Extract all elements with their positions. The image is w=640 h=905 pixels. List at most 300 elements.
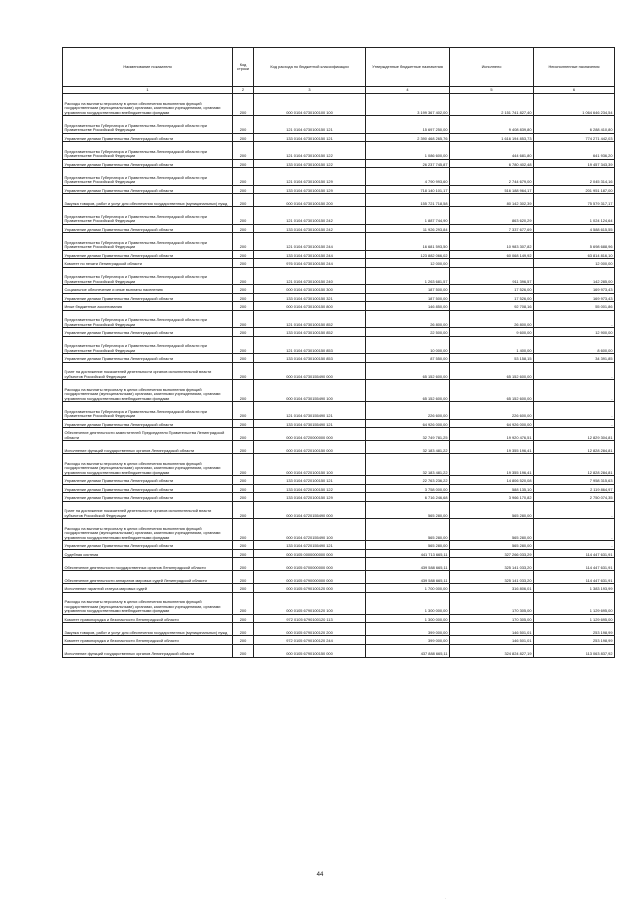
row-unexecuted: 2 045 314,16 (534, 168, 615, 186)
row-name: Управление делами Правительства Ленинградской области (63, 185, 233, 194)
row-budget-code: 976 0104 6730100150 244 (254, 259, 366, 268)
row-name: Обеспечение деятельности аппаратов мировых судей Ленинградской области (63, 571, 233, 584)
row-line-code: 200 (233, 636, 254, 645)
row-unexecuted: 2 750 074,35 (534, 493, 615, 502)
table-row (63, 541, 615, 550)
row-budget-code: 972 0105 6790100120 113 (254, 614, 366, 623)
row-budget-code: 000 0104 6720000000 000 (254, 428, 366, 441)
row-unexecuted: 8 600,00 (534, 336, 615, 354)
table-row (63, 168, 615, 186)
table-row (63, 362, 615, 380)
row-approved: 65 152 600,00 (366, 380, 450, 402)
row-unexecuted: 169 973,43 (534, 285, 615, 294)
row-approved: 437 888 665,11 (366, 644, 450, 657)
table-row (63, 441, 615, 454)
row-budget-code: 000 0105 6790000000 000 (254, 571, 366, 584)
row-name: Обеспечение деятельности заместителей Председателя Правительства Ленинградской области (63, 428, 233, 441)
table-row (63, 428, 615, 441)
table-row (63, 159, 615, 168)
row-approved: 16 681 593,50 (366, 233, 450, 251)
table-row (63, 623, 615, 636)
row-budget-code: 133 0104 6730100150 121 (254, 133, 366, 142)
table-row (63, 194, 615, 207)
row-executed: 327 266 033,29 (450, 549, 534, 558)
row-unexecuted: 114 447 631,91 (534, 549, 615, 558)
row-executed: 6 780 402,48 (450, 159, 534, 168)
row-approved: 87 550,00 (366, 354, 450, 363)
page-number: 44 (316, 872, 324, 878)
table-row (63, 293, 615, 302)
row-line-code: 200 (233, 185, 254, 194)
column-number-row (63, 87, 615, 94)
row-executed: 170 305,00 (450, 592, 534, 614)
row-executed (450, 259, 534, 268)
table-row (63, 354, 615, 363)
row-line-code: 200 (233, 133, 254, 142)
row-unexecuted: - (534, 541, 615, 550)
row-executed: 14 806 520,08 (450, 476, 534, 485)
table-row (63, 419, 615, 428)
table-row (63, 592, 615, 614)
row-unexecuted: 12 900,00 (534, 328, 615, 337)
row-executed: 565 280,00 (450, 501, 534, 519)
row-line-code: 200 (233, 441, 254, 454)
row-approved: 565 280,00 (366, 519, 450, 541)
row-line-code: 200 (233, 549, 254, 558)
row-name: Закупка товаров, работ и услуг для обеспечения государственных (муниципальных) нужд (63, 194, 233, 207)
row-approved: 32 183 481,22 (366, 441, 450, 454)
row-name: Управление делами Правительства Ленинградской области (63, 133, 233, 142)
row-budget-code: 000 0104 6730100100 100 (254, 94, 366, 116)
row-unexecuted: 113 063 837,92 (534, 644, 615, 657)
row-approved: 22 763 236,22 (366, 476, 450, 485)
row-name: Управление делами Правительства Ленинградской области (63, 484, 233, 493)
row-executed: 324 824 827,19 (450, 644, 534, 657)
table-row (63, 584, 615, 593)
row-approved: 1 300 000,00 (366, 592, 450, 614)
row-approved: 26 237 745,87 (366, 159, 450, 168)
row-approved: 565 280,00 (366, 541, 450, 550)
row-executed: 2 744 679,00 (450, 168, 534, 186)
header-unexecuted: Неисполненные назначения (534, 48, 615, 87)
row-name: Исполнение гарантий статуса мировых судей (63, 584, 233, 593)
table-row (63, 549, 615, 558)
row-budget-code: 000 0104 6730155490 100 (254, 380, 366, 402)
row-name: Управление делами Правительства Ленинградской области (63, 476, 233, 485)
row-approved: 64 926 000,00 (366, 419, 450, 428)
row-executed: 60 068 149,92 (450, 250, 534, 259)
row-budget-code: 133 0104 6720100150 122 (254, 484, 366, 493)
row-unexecuted: 114 447 631,91 (534, 558, 615, 571)
row-approved: 187 500,00 (366, 293, 450, 302)
budget-execution-table (62, 47, 615, 658)
row-budget-code: 000 0104 6730100150 300 (254, 285, 366, 294)
row-unexecuted: 7 958 315,63 (534, 476, 615, 485)
row-unexecuted: 253 198,99 (534, 623, 615, 636)
table-header-row (63, 48, 615, 87)
row-budget-code: 121 0104 6730155490 121 (254, 402, 366, 420)
row-unexecuted: 1 024 124,64 (534, 207, 615, 225)
row-unexecuted: 169 973,43 (534, 293, 615, 302)
row-budget-code: 121 0104 6730100150 244 (254, 233, 366, 251)
row-approved: 10 000,00 (366, 336, 450, 354)
row-name: Управление делами Правительства Ленинградской области (63, 250, 233, 259)
row-budget-code: 121 0104 6730100150 121 (254, 116, 366, 134)
row-budget-code: 000 0104 6730100150 200 (254, 194, 366, 207)
table-row (63, 310, 615, 328)
row-name: Расходы на выплаты персоналу в целях обеспечения выполнения функций государственными (муниципальными) органами, казенными учреждениями, органами управления государственными внебюджетными фондами (63, 592, 233, 614)
row-approved: 123 882 066,02 (366, 250, 450, 259)
table-row (63, 302, 615, 311)
row-executed: 444 681,80 (450, 142, 534, 160)
row-line-code: 200 (233, 362, 254, 380)
row-budget-code: 121 0104 6730100150 122 (254, 142, 366, 160)
row-line-code: 200 (233, 233, 254, 251)
row-executed: 146 501,01 (450, 636, 534, 645)
row-line-code: 200 (233, 116, 254, 134)
row-budget-code: 133 0104 6730100150 129 (254, 185, 366, 194)
row-line-code: 200 (233, 623, 254, 636)
row-unexecuted: 1 383 193,99 (534, 584, 615, 593)
table-row (63, 328, 615, 337)
row-line-code: 200 (233, 250, 254, 259)
row-name: Расходы на выплаты персоналу в целях обеспечения выполнения функций государственными (муниципальными) органами, казенными учреждениями, органами управления государственными внебюджетными фондами (63, 380, 233, 402)
table-row (63, 493, 615, 502)
column-number: 2 (233, 87, 254, 94)
row-approved: 399 000,00 (366, 623, 450, 636)
row-budget-code: 000 0105 6790100150 000 (254, 644, 366, 657)
row-budget-code: 121 0104 6730100150 129 (254, 168, 366, 186)
row-name: Расходы на выплаты персоналу в целях обеспечения выполнения функций государственными (муниципальными) органами, казенными учреждениями, органами управления государственными внебюджетными фондами (63, 94, 233, 116)
corner-mark: . (445, 895, 447, 900)
row-budget-code: 121 0104 6730100150 853 (254, 336, 366, 354)
row-name: Комитет по печати Ленинградской области (63, 259, 233, 268)
row-line-code: 200 (233, 571, 254, 584)
row-name: Управление делами Правительства Ленинградской области (63, 541, 233, 550)
row-approved: 6 716 246,68 (366, 493, 450, 502)
row-line-code: 200 (233, 354, 254, 363)
row-executed: 19 355 196,41 (450, 454, 534, 476)
row-executed: 325 141 033,20 (450, 571, 534, 584)
row-line-code: 200 (233, 94, 254, 116)
row-approved: 3 199 367 402,00 (366, 94, 450, 116)
column-number: 6 (534, 87, 615, 94)
row-line-code: 200 (233, 142, 254, 160)
row-name: Исполнение функций государственных органов Ленинградской области (63, 644, 233, 657)
row-approved: 155 721 718,58 (366, 194, 450, 207)
table-row (63, 285, 615, 294)
row-approved: 22 500,00 (366, 328, 450, 337)
row-line-code: 200 (233, 328, 254, 337)
row-approved: 565 280,00 (366, 501, 450, 519)
table-row (63, 454, 615, 476)
row-budget-code: 121 0104 6730100150 852 (254, 310, 366, 328)
row-approved: 2 390 468 265,76 (366, 133, 450, 142)
table-row (63, 259, 615, 268)
table-body (63, 94, 615, 658)
column-number: 4 (366, 87, 450, 94)
row-line-code: 200 (233, 584, 254, 593)
row-name: Управление делами Правительства Ленинградской области (63, 293, 233, 302)
row-executed: 565 280,00 (450, 519, 534, 541)
row-name: Представительство Губернатора и Правительства Ленинградской области при Правительстве Российской Федерации (63, 142, 233, 160)
table-row (63, 142, 615, 160)
row-budget-code: 000 0104 6720100150 100 (254, 454, 366, 476)
row-approved: 65 152 600,00 (366, 362, 450, 380)
table-row (63, 336, 615, 354)
row-line-code: 200 (233, 501, 254, 519)
row-unexecuted: 19 457 343,39 (534, 159, 615, 168)
row-line-code: 200 (233, 541, 254, 550)
row-executed: 65 152 600,00 (450, 380, 534, 402)
row-line-code: 200 (233, 267, 254, 285)
row-executed: 565 280,00 (450, 541, 534, 550)
row-unexecuted: - (534, 310, 615, 328)
row-line-code: 200 (233, 484, 254, 493)
row-budget-code: 133 0104 6730100150 852 (254, 328, 366, 337)
row-unexecuted: - (534, 519, 615, 541)
row-budget-code: 000 0104 6730155490 000 (254, 362, 366, 380)
row-name: Представительство Губернатора и Правительства Ленинградской области при Правительстве Российской Федерации (63, 267, 233, 285)
row-budget-code: 000 0104 6730100150 800 (254, 302, 366, 311)
row-unexecuted: - (534, 402, 615, 420)
row-unexecuted: - (534, 362, 615, 380)
row-budget-code: 133 0104 6730100150 244 (254, 250, 366, 259)
row-approved: 26 800,00 (366, 310, 450, 328)
table-row (63, 402, 615, 420)
header-budget-code: Код расхода по бюджетной классификации (254, 48, 366, 87)
row-unexecuted: 253 198,99 (534, 636, 615, 645)
table-row (63, 644, 615, 657)
row-unexecuted: 114 447 631,91 (534, 571, 615, 584)
row-budget-code: 133 0104 6730100150 321 (254, 293, 366, 302)
row-line-code: 200 (233, 493, 254, 502)
row-line-code: 200 (233, 310, 254, 328)
table-row (63, 614, 615, 623)
row-unexecuted: 2 119 864,97 (534, 484, 615, 493)
row-executed: 17 526,00 (450, 293, 534, 302)
row-name: Представительство Губернатора и Правительства Ленинградской области при Правительстве Российской Федерации (63, 336, 233, 354)
row-approved: 11 926 293,84 (366, 224, 450, 233)
row-line-code: 200 (233, 614, 254, 623)
row-name: Судебная система (63, 549, 233, 558)
table-row (63, 224, 615, 233)
row-executed: 170 305,00 (450, 614, 534, 623)
row-line-code: 200 (233, 428, 254, 441)
row-approved: 146 850,00 (366, 302, 450, 311)
row-name: Иные бюджетные ассигнования (63, 302, 233, 311)
row-approved: 1 263 681,57 (366, 267, 450, 285)
row-executed: 19 920 476,51 (450, 428, 534, 441)
column-number: 3 (254, 87, 366, 94)
row-executed: 17 526,00 (450, 285, 534, 294)
row-unexecuted: 142 285,00 (534, 267, 615, 285)
header-approved: Утвержденные бюджетные назначения (366, 48, 450, 87)
row-name: Представительство Губернатора и Правительства Ленинградской области при Правительстве Российской Федерации (63, 168, 233, 186)
row-line-code: 200 (233, 168, 254, 186)
row-executed: 325 141 033,20 (450, 558, 534, 571)
row-executed: 53 158,15 (450, 354, 534, 363)
row-name: Закупка товаров, работ и услуг для обеспечения государственных (муниципальных) нужд (63, 623, 233, 636)
row-line-code: 200 (233, 558, 254, 571)
row-line-code: 200 (233, 644, 254, 657)
row-approved: 1 700 000,00 (366, 584, 450, 593)
row-unexecuted: 12 000,00 (534, 259, 615, 268)
row-approved: 439 588 665,11 (366, 571, 450, 584)
row-budget-code: 000 0105 6790100120 100 (254, 592, 366, 614)
row-name: Расходы на выплаты персоналу в целях обеспечения выполнения функций государственными (муниципальными) органами, казенными учреждениями, органами управления государственными внебюджетными фондами (63, 454, 233, 476)
row-approved: 439 588 665,11 (366, 558, 450, 571)
row-budget-code: 000 0105 6700000000 000 (254, 558, 366, 571)
row-line-code: 200 (233, 592, 254, 614)
column-number: 1 (63, 87, 233, 94)
row-budget-code: 133 0104 6730100150 122 (254, 159, 366, 168)
row-line-code: 200 (233, 194, 254, 207)
table-row (63, 571, 615, 584)
row-approved: 399 000,00 (366, 636, 450, 645)
row-unexecuted: 12 828 284,81 (534, 441, 615, 454)
row-unexecuted: 4 588 615,55 (534, 224, 615, 233)
row-name: Управление делами Правительства Ленинградской области (63, 224, 233, 233)
row-unexecuted: 63 814 816,10 (534, 250, 615, 259)
row-approved: 441 713 665,11 (366, 549, 450, 558)
row-line-code: 200 (233, 302, 254, 311)
row-budget-code: 133 0104 6730100150 242 (254, 224, 366, 233)
row-name: Представительство Губернатора и Правительства Ленинградской области при Правительстве Российской Федерации (63, 402, 233, 420)
row-executed: 2 151 741 827,40 (450, 94, 534, 116)
row-line-code: 200 (233, 159, 254, 168)
row-budget-code: 133 0104 6720100150 129 (254, 493, 366, 502)
row-name: Комитет правопорядка и безопасности Ленинградской области (63, 614, 233, 623)
row-budget-code: 121 0104 6730100150 242 (254, 207, 366, 225)
table-row (63, 116, 615, 134)
row-executed: 1 616 194 853,73 (450, 133, 534, 142)
row-executed: 65 152 600,00 (450, 362, 534, 380)
row-budget-code: 133 0104 6730155490 121 (254, 419, 366, 428)
row-unexecuted: 6 288 410,80 (534, 116, 615, 134)
row-name: Управление делами Правительства Ленинградской области (63, 159, 233, 168)
row-executed: 316 806,01 (450, 584, 534, 593)
row-unexecuted: 1 064 646 234,54 (534, 94, 615, 116)
row-unexecuted: 75 579 317,17 (534, 194, 615, 207)
row-approved: 3 758 000,00 (366, 484, 450, 493)
table-row (63, 636, 615, 645)
table-row (63, 380, 615, 402)
table-row (63, 484, 615, 493)
row-name: Обеспечение деятельности государственных органов Ленинградской области (63, 558, 233, 571)
row-name: Управление делами Правительства Ленинградской области (63, 493, 233, 502)
table-row (63, 250, 615, 259)
row-name: Расходы на выплаты персоналу в целях обеспечения выполнения функций государственными (муниципальными) органами, казенными учреждениями, органами управления государственными внебюджетными фондами (63, 519, 233, 541)
row-approved: 187 500,00 (366, 285, 450, 294)
row-line-code: 200 (233, 402, 254, 420)
row-name: Представительство Губернатора и Правительства Ленинградской области при Правительстве Российской Федерации (63, 207, 233, 225)
row-name: Исполнение функций государственных органов Ленинградской области (63, 441, 233, 454)
table-row (63, 233, 615, 251)
row-unexecuted: 1 129 695,00 (534, 592, 615, 614)
row-budget-code: 000 0104 6720155490 000 (254, 501, 366, 519)
table-row (63, 501, 615, 519)
row-approved: 15 697 250,00 (366, 116, 450, 134)
row-executed: 863 620,29 (450, 207, 534, 225)
row-name: Управление делами Правительства Ленинградской области (63, 419, 233, 428)
table-row (63, 476, 615, 485)
row-unexecuted: 12 828 284,81 (534, 454, 615, 476)
row-name: Представительство Губернатора и Правительства Ленинградской области при Правительстве Российской Федерации (63, 116, 233, 134)
table-row (63, 267, 615, 285)
row-unexecuted: 1 129 695,00 (534, 614, 615, 623)
row-executed: 516 188 964,17 (450, 185, 534, 194)
row-line-code: 200 (233, 476, 254, 485)
row-budget-code: 000 0105 6790100120 000 (254, 584, 366, 593)
row-approved: 1 300 000,00 (366, 614, 450, 623)
column-number: 5 (450, 87, 534, 94)
row-name: Представительство Губернатора и Правительства Ленинградской области при Правительстве Российской Федерации (63, 310, 233, 328)
row-unexecuted: 55 001,86 (534, 302, 615, 311)
header-executed: Исполнено (450, 48, 534, 87)
row-budget-code: 133 0104 6720155490 121 (254, 541, 366, 550)
row-name: Социальное обеспечение и иные выплаты населению (63, 285, 233, 294)
row-name: Управление делами Правительства Ленинградской области (63, 354, 233, 363)
row-executed: 588 135,10 (450, 484, 534, 493)
row-unexecuted: - (534, 380, 615, 402)
row-executed: 19 355 196,41 (450, 441, 534, 454)
row-approved: 1 887 744,90 (366, 207, 450, 225)
row-unexecuted: 34 391,85 (534, 354, 615, 363)
header-line-code: Код строки (233, 48, 254, 87)
row-line-code: 200 (233, 207, 254, 225)
row-executed: 146 501,01 (450, 623, 534, 636)
row-budget-code: 000 0104 6720100150 000 (254, 441, 366, 454)
row-name: Грант на достижение показателей деятельности органов исполнительной власти субъектов Российской Федерации (63, 501, 233, 519)
row-name: Комитет правопорядка и безопасности Ленинградской области (63, 636, 233, 645)
row-unexecuted: 641 936,20 (534, 142, 615, 160)
table-row (63, 133, 615, 142)
table-row (63, 94, 615, 116)
row-approved: 32 183 481,22 (366, 454, 450, 476)
row-line-code: 200 (233, 519, 254, 541)
row-executed: 26 800,00 (450, 310, 534, 328)
row-executed: 7 337 677,69 (450, 224, 534, 233)
row-unexecuted: 774 271 442,03 (534, 133, 615, 142)
table-row (63, 558, 615, 571)
row-line-code: 200 (233, 259, 254, 268)
row-approved: 1 086 600,00 (366, 142, 450, 160)
row-executed: 92 708,16 (450, 302, 534, 311)
row-approved: 32 749 781,25 (366, 428, 450, 441)
row-executed: 64 926 000,00 (450, 419, 534, 428)
row-unexecuted: - (534, 419, 615, 428)
row-budget-code: 000 0105 0000000000 000 (254, 549, 366, 558)
row-executed: 3 966 170,82 (450, 493, 534, 502)
row-unexecuted: 201 951 187,00 (534, 185, 615, 194)
row-unexecuted: 5 698 688,96 (534, 233, 615, 251)
row-line-code: 200 (233, 419, 254, 428)
row-line-code: 200 (233, 293, 254, 302)
row-name: Грант на достижение показателей деятельности органов исполнительной власти субъектов Российской Федерации (63, 362, 233, 380)
row-line-code: 200 (233, 285, 254, 294)
row-executed: 9 600,00 (450, 328, 534, 337)
table-row (63, 207, 615, 225)
row-executed: 1 400,00 (450, 336, 534, 354)
row-executed: 9 408 839,80 (450, 116, 534, 134)
row-approved: 226 600,00 (366, 402, 450, 420)
row-executed: 226 600,00 (450, 402, 534, 420)
table-row (63, 519, 615, 541)
row-budget-code: 972 0105 6790100120 244 (254, 636, 366, 645)
row-budget-code: 000 0105 6790100120 200 (254, 623, 366, 636)
row-name: Управление делами Правительства Ленинградской области (63, 328, 233, 337)
